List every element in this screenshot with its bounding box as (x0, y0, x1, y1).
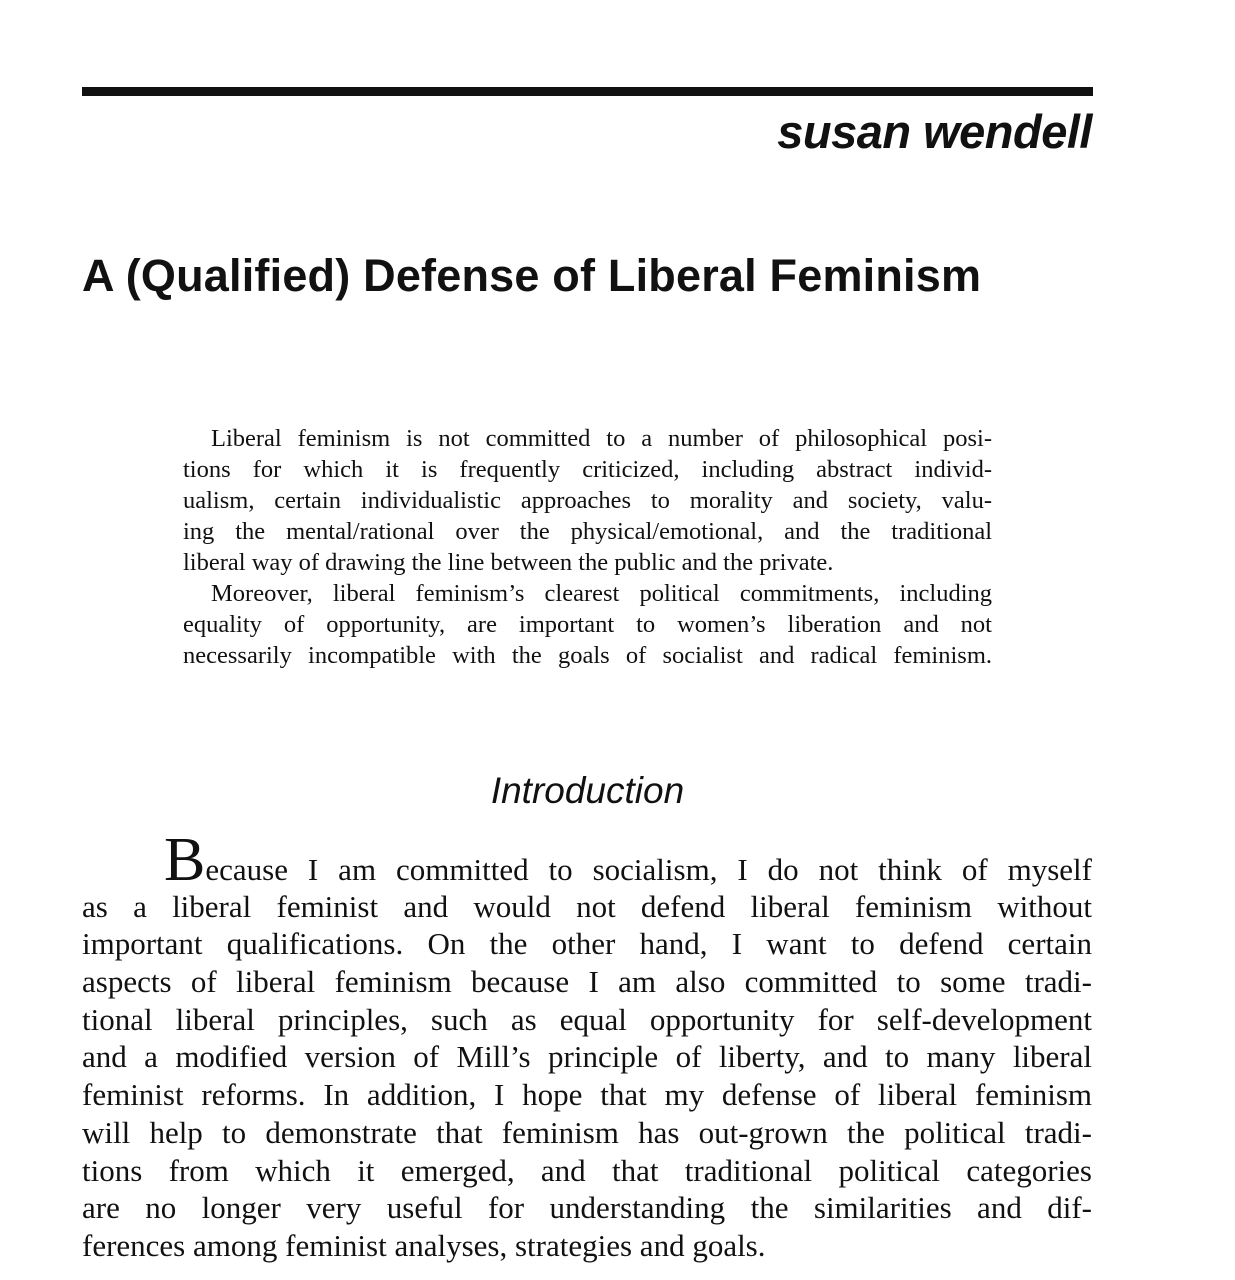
abstract-line: tions for which it is frequently criticized, including abstract individ- (183, 456, 992, 483)
body-line: important qualifications. On the other hand, I want to defend certain (82, 926, 1092, 962)
body-line: will help to demonstrate that feminism has out-grown the political tradi- (82, 1114, 1092, 1150)
section-heading: Introduction (490, 770, 685, 811)
header-rule (82, 87, 1093, 96)
body-line (82, 826, 1092, 894)
body-line: and a modified version of Mill’s principle of liberty, and to many liberal (82, 1039, 1092, 1075)
abstract-line: Liberal feminism is not committed to a number of philosophical posi- (211, 425, 992, 452)
body-line: ferences among feminist analyses, strategies and goals. (82, 1227, 766, 1263)
body-line: are no longer very useful for understanding the similarities and dif- (82, 1190, 1092, 1226)
body-line: tional liberal principles, such as equal opportunity for self-development (82, 1001, 1092, 1037)
abstract-line: equality of opportunity, are important to women’s liberation and not (183, 611, 992, 638)
abstract (183, 423, 992, 671)
body-line: as a liberal feminist and would not defend liberal feminism without (82, 888, 1092, 924)
abstract-line: Moreover, liberal feminism’s clearest political commitments, including (211, 580, 992, 607)
abstract-line: liberal way of drawing the line between the public and the private. (183, 549, 834, 576)
article-title: A (Qualified) Defense of Liberal Feminism (82, 250, 982, 301)
body-line: feminist reforms. In addition, I hope that my defense of liberal feminism (82, 1077, 1092, 1113)
abstract-line: necessarily incompatible with the goals of socialist and radical feminism. (183, 642, 992, 669)
author-name: susan wendell (777, 105, 1092, 158)
abstract-line: ualism, certain individualistic approaches to morality and society, valu- (183, 487, 992, 514)
body-line: aspects of liberal feminism because I am also committed to some tradi- (82, 964, 1092, 1000)
abstract-line: ing the mental/rational over the physical/emotional, and the traditional (183, 518, 992, 545)
body-line: tions from which it emerged, and that traditional political categories (82, 1152, 1092, 1188)
drop-cap: B (164, 826, 206, 894)
first-line-text: ecause I am committed to socialism, I do not think of myself (205, 852, 1092, 887)
body-text (82, 826, 1092, 1265)
